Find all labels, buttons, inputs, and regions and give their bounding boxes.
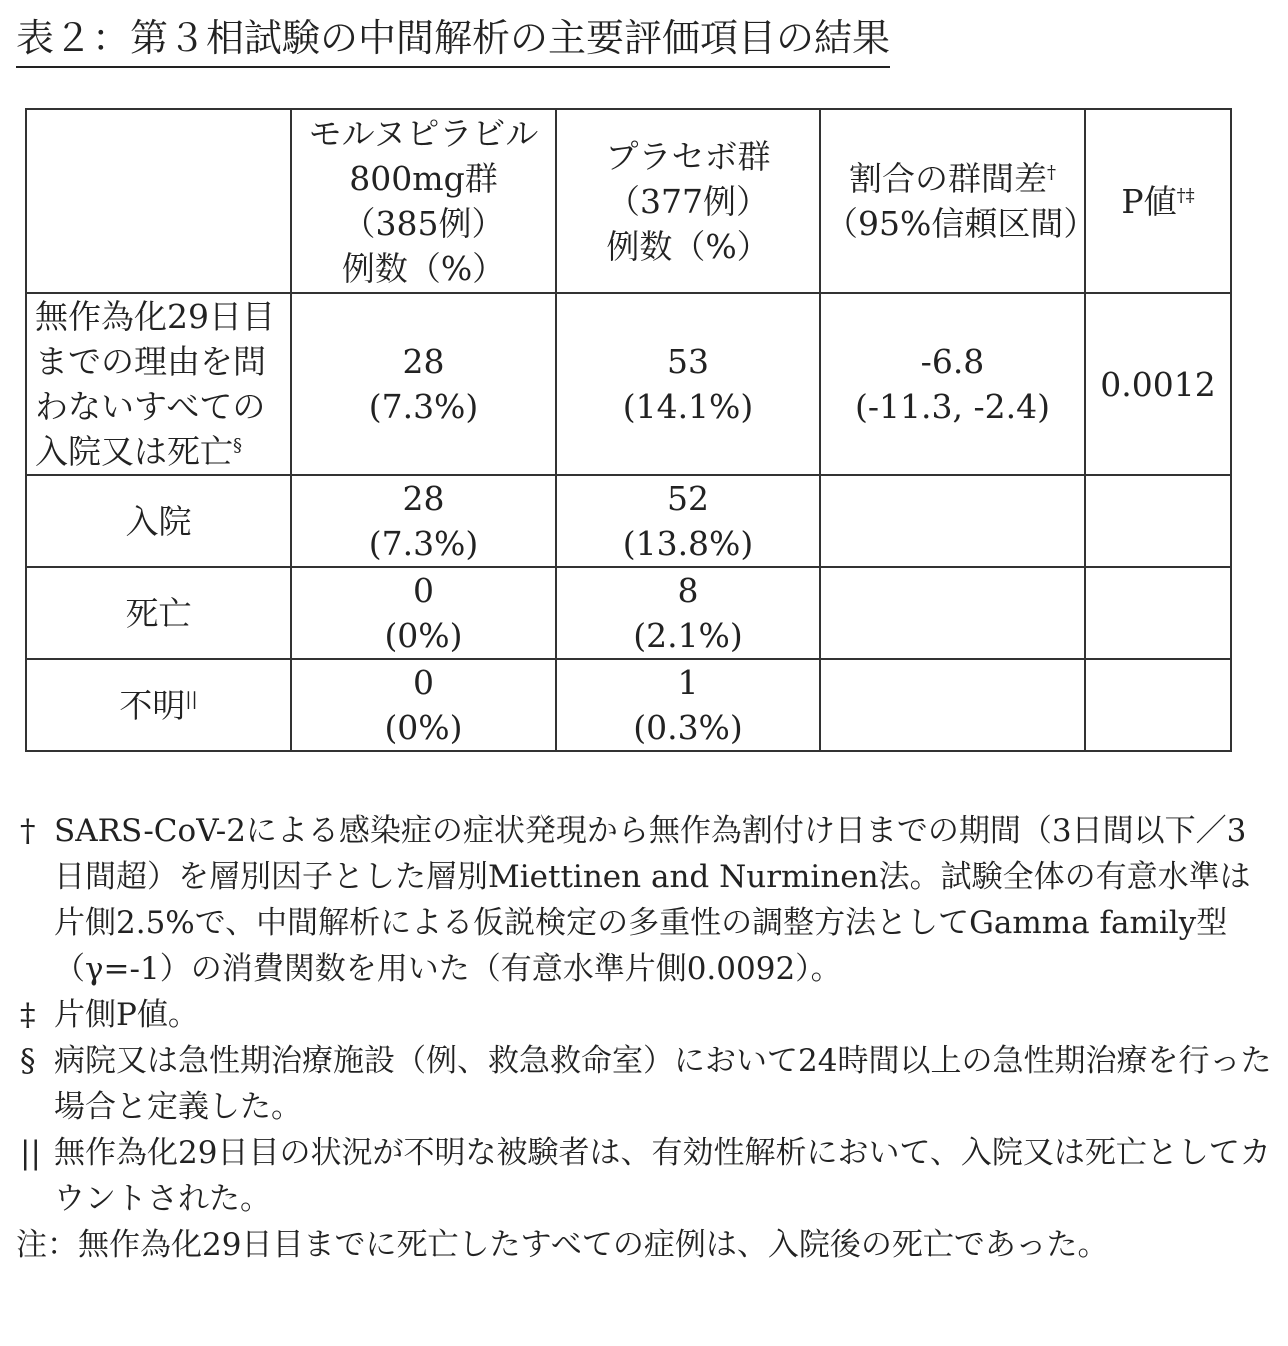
header-difference-line: （95%信頼区間） (825, 204, 1097, 243)
footnote-item (16, 808, 1276, 992)
footnote-symbol: || (20, 1135, 41, 1171)
table-row (26, 659, 1231, 751)
footnote-symbol: † (20, 813, 36, 849)
header-placebo-line: 例数（%） (606, 226, 770, 266)
cell-difference (820, 659, 1085, 751)
header-molnupiravir-line: 800mg群 (349, 159, 498, 198)
cell-p-value: 0.0012 (1085, 293, 1231, 475)
header-empty-cell (26, 109, 291, 293)
cell-difference-value: -6.8 (920, 342, 985, 381)
cell-placebo (556, 659, 820, 751)
table-row (26, 475, 1231, 567)
header-p-value (1085, 109, 1231, 293)
cell-p-value (1085, 475, 1231, 567)
cell-confidence-interval: (-11.3, -2.4) (855, 387, 1050, 426)
page-title: 表２：第３相試験の中間解析の主要評価項目の結果 (16, 12, 890, 68)
row-label (26, 293, 291, 475)
cell-percent: (0%) (384, 616, 463, 655)
header-difference-text: 割合の群間差 (849, 159, 1047, 198)
header-molnupiravir (291, 109, 556, 293)
cell-molnupiravir (291, 659, 556, 751)
footnote-remark: 注：無作為化29日目までに死亡したすべての症例は、入院後の死亡であった。 (16, 1227, 1109, 1263)
cell-count: 28 (402, 342, 445, 381)
dagger-mark: † (1047, 162, 1056, 183)
row-label-text: 入院 (125, 501, 192, 541)
cell-difference (820, 293, 1085, 475)
cell-difference (820, 475, 1085, 567)
cell-placebo (556, 293, 820, 475)
cell-count: 53 (667, 342, 709, 381)
footnote-item (16, 1130, 1276, 1222)
header-placebo-line: （377例） (607, 181, 769, 221)
footnote-symbol: § (20, 1043, 36, 1079)
row-label-text: 死亡 (125, 593, 192, 633)
footnote-item (16, 1038, 1276, 1130)
header-molnupiravir-line: （385例） (342, 204, 505, 243)
footnote-text: 病院又は急性期治療施設（例、救急救命室）において24時間以上の急性期治療を行った場合と定義した。 (54, 1043, 1272, 1125)
cell-percent: (14.1%) (622, 387, 754, 426)
section-mark: § (233, 435, 242, 456)
cell-percent: (2.1%) (633, 616, 743, 655)
header-difference (820, 109, 1097, 293)
header-placebo (556, 109, 820, 293)
cell-molnupiravir (291, 475, 556, 567)
row-label (26, 567, 291, 659)
cell-count: 8 (677, 571, 699, 610)
cell-p-value (1085, 659, 1231, 751)
cell-placebo (556, 475, 820, 567)
row-label-text: 不明 (119, 685, 186, 725)
cell-p-value (1085, 567, 1231, 659)
cell-placebo (556, 567, 820, 659)
results-table (25, 108, 1232, 752)
footnote-text: 片側P値。 (54, 997, 199, 1033)
cell-difference (820, 567, 1085, 659)
cell-count: 1 (677, 663, 699, 702)
cell-percent: (13.8%) (622, 524, 754, 563)
footnotes (16, 808, 1276, 1268)
footnote-text: 無作為化29日目の状況が不明な被験者は、有効性解析において、入院又は死亡としてカウントされた。 (54, 1135, 1271, 1217)
dagger-double-dagger-mark: †‡ (1176, 184, 1195, 206)
header-molnupiravir-line: モルヌピラビル (308, 114, 539, 153)
cell-count: 52 (667, 479, 709, 518)
header-row (26, 109, 1231, 293)
cell-percent: (7.3%) (368, 387, 479, 426)
cell-percent: (0.3%) (633, 708, 743, 747)
header-difference-line (825, 156, 1080, 201)
footnote-text: SARS-CoV-2による感染症の症状発現から無作為割付け日までの期間（3日間以下／3日間超）を層別因子とした層別Miettinen and Nurminen法。試験全体の有意水準は片側2.5%で、中間解析による仮説検定の多重性の調整方法としてGamma family型（γ=-1）の消費関数を用いた（有意水準片側0.0092）。 (54, 813, 1251, 987)
cell-count: 28 (402, 479, 445, 518)
row-label (26, 659, 291, 751)
header-placebo-line: プラセボ群 (605, 136, 771, 176)
header-p-value-text: P値 (1121, 181, 1177, 221)
cell-percent: (0%) (384, 708, 463, 747)
table-row (26, 293, 1231, 475)
cell-count: 0 (413, 571, 434, 610)
cell-percent: (7.3%) (368, 524, 479, 563)
footnote-item (16, 992, 1276, 1038)
cell-molnupiravir (291, 567, 556, 659)
header-molnupiravir-line: 例数（%） (341, 249, 506, 288)
double-bar-mark: || (185, 688, 198, 710)
cell-count: 0 (413, 663, 434, 702)
row-label-text: 無作為化29日目までの理由を問わないすべての入院又は死亡 (35, 297, 275, 471)
cell-molnupiravir (291, 293, 556, 475)
row-label (26, 475, 291, 567)
table-row (26, 567, 1231, 659)
footnote-symbol: ‡ (20, 997, 36, 1033)
